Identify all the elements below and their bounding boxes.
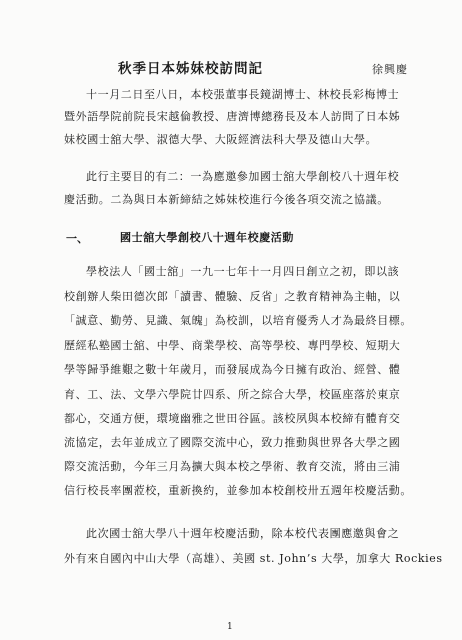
paragraph-line: 此次國士舘大學八十週年校慶活動，除本校代表團應邀與會之 [86, 527, 400, 540]
paragraph-line: 流協定，去年並成立了國際交流中心，致力推動與世界各大學之國 [64, 436, 401, 449]
section-heading: 國士舘大學創校八十週年校慶活動 [120, 231, 294, 244]
document-author: 徐興慶 [372, 63, 408, 76]
paragraph-line: 此行主要目的有二：一為應邀參加國士舘大學創校八十週年校 [86, 170, 400, 183]
paragraph-line: 育、工、法、文學六學院廿四系、所之綜合大學，校區座落於東京 [64, 388, 401, 401]
paragraph-line: 學校法人「國士舘」一九一七年十一月四日創立之初，即以該 [86, 265, 400, 278]
paragraph-line: 學等歸爭維艱之數十年歲月，而發展成為今日擁有政治、經營、體 [64, 363, 401, 376]
paragraph-line: 校創辦人柴田德次郎「讀書、體驗、反省」之教育精神為主軸，以 [64, 290, 401, 303]
paragraph-line: 際交流活動，今年三月為擴大與本校之學術、教育交流，將由三浦 [64, 460, 401, 473]
paragraph-line: 十一月二日至八日，本校張董事長鏡湖博士、林校長彩梅博士 [86, 88, 400, 101]
page-number: 1 [227, 622, 233, 632]
paragraph-line: 暨外語學院前院長宋越倫教授、唐濟博總務長及本人訪問了日本姊 [64, 110, 401, 123]
paragraph-line: 都心，交通方便，環境幽雅之世田谷區。該校夙與本校締有體育交 [64, 412, 401, 425]
paragraph-line: 信行校長率團蒞校，重新換約，並參加本校創校卅五週年校慶活動。 [64, 484, 412, 497]
paragraph-line: 慶活動。二為與日本新締結之姊妹校進行今後各項交流之協議。 [64, 193, 389, 206]
paragraph-line: 歷經私塾國士舘、中學、商業學校、高等學校、專門學校、短期大 [64, 339, 401, 352]
paragraph-line: 妹校國士舘大學、淑德大學、大阪經濟法科大學及德山大學。 [64, 133, 378, 146]
paragraph-line: 「誠意、勤勞、見識、氣魄」為校訓，以培育優秀人才為最終目標。 [64, 314, 412, 327]
section-number: 一、 [66, 232, 88, 245]
paragraph-line: 外有來自國內中山大學（高雄）、美國 st. John’s 大學，加拿大 Rockies [64, 552, 443, 565]
document-title: 秋季日本姊妹校訪問記 [118, 61, 263, 77]
